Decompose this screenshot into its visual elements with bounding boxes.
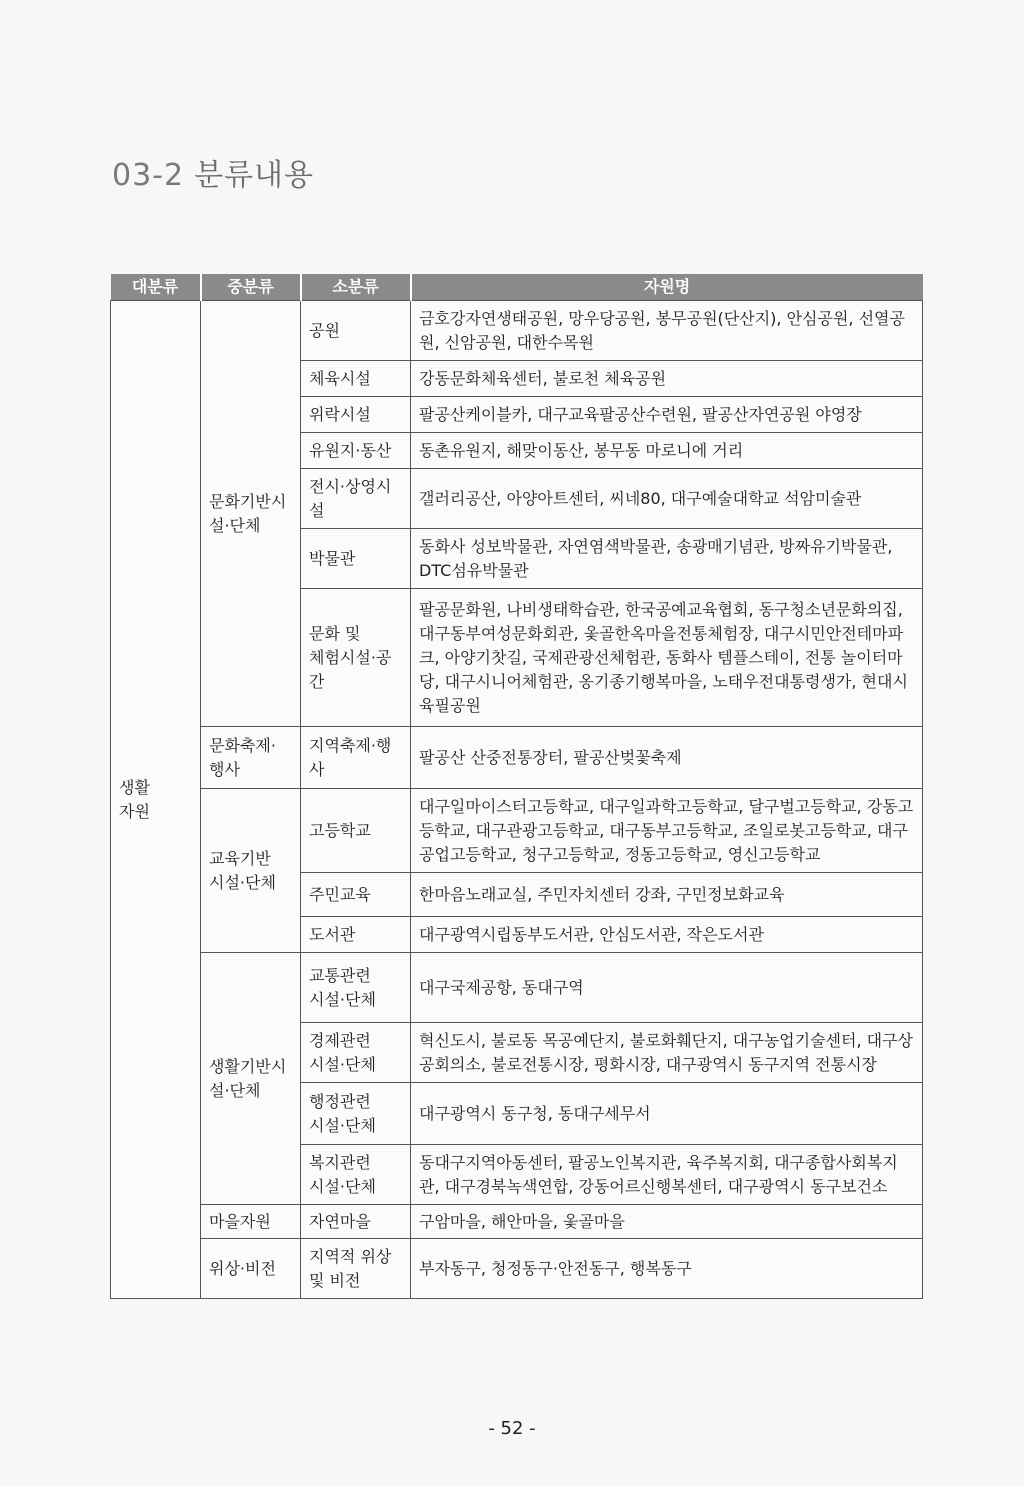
minor-category-cell: 지역적 위상 및 비전: [301, 1239, 411, 1299]
minor-category-cell: 전시·상영시 설: [301, 469, 411, 529]
header-minor: 소분류: [301, 274, 411, 301]
minor-category-cell: 위락시설: [301, 397, 411, 433]
middle-category-cell: 문화축제· 행사: [201, 727, 301, 789]
middle-category-cell: 문화기반시 설·단체: [201, 301, 301, 727]
table-header-row: [111, 274, 923, 301]
resource-cell: 대구일마이스터고등학교, 대구일과학고등학교, 달구벌고등학교, 강동고등학교, 대구관광고등학교, 대구동부고등학교, 조일로봇고등학교, 대구공업고등학교, 청구고등학교, 정동고등학교, 영신고등학교: [411, 789, 923, 873]
minor-category-cell: 경제관련 시설·단체: [301, 1023, 411, 1083]
resource-cell: 금호강자연생태공원, 망우당공원, 봉무공원(단산지), 안심공원, 선열공원, 신암공원, 대한수목원: [411, 301, 923, 361]
minor-category-cell: 고등학교: [301, 789, 411, 873]
resource-cell: 동촌유원지, 해맞이동산, 봉무동 마로니에 거리: [411, 433, 923, 469]
middle-category-cell: 위상·비전: [201, 1239, 301, 1299]
minor-category-cell: 박물관: [301, 529, 411, 589]
minor-category-cell: 복지관련 시설·단체: [301, 1145, 411, 1205]
table-row: [111, 953, 923, 1023]
table-row: [111, 301, 923, 361]
minor-category-cell: 주민교육: [301, 873, 411, 917]
resource-cell: 혁신도시, 불로동 목공예단지, 불로화훼단지, 대구농업기술센터, 대구상공회의소, 불로전통시장, 평화시장, 대구광역시 동구지역 전통시장: [411, 1023, 923, 1083]
header-middle: 중분류: [201, 274, 301, 301]
resource-cell: 팔공산 산중전통장터, 팔공산벚꽃축제: [411, 727, 923, 789]
middle-category-cell: 생활기반시 설·단체: [201, 953, 301, 1205]
page-number: - 52 -: [488, 1418, 536, 1439]
middle-category-cell: 교육기반 시설·단체: [201, 789, 301, 953]
header-major: 대분류: [111, 274, 201, 301]
section-title: [112, 150, 314, 194]
resource-cell: 동화사 성보박물관, 자연염색박물관, 송광매기념관, 방짜유기박물관, DTC섬유박물관: [411, 529, 923, 589]
resource-cell: 강동문화체육센터, 불로천 체육공원: [411, 361, 923, 397]
resource-cell: 갤러리공산, 아양아트센터, 씨네80, 대구예술대학교 석암미술관: [411, 469, 923, 529]
section-number: 03-2: [112, 158, 185, 193]
resource-cell: 대구광역시 동구청, 동대구세무서: [411, 1083, 923, 1145]
resource-cell: 한마음노래교실, 주민자치센터 강좌, 구민정보화교육: [411, 873, 923, 917]
header-resource: 자원명: [411, 274, 923, 301]
classification-table: [110, 274, 923, 1299]
resource-cell: 팔공산케이블카, 대구교육팔공산수련원, 팔공산자연공원 야영장: [411, 397, 923, 433]
minor-category-cell: 유원지·동산: [301, 433, 411, 469]
table-row: [111, 789, 923, 873]
resource-cell: 대구광역시립동부도서관, 안심도서관, 작은도서관: [411, 917, 923, 953]
minor-category-cell: 공원: [301, 301, 411, 361]
minor-category-cell: 문화 및 체험시설·공 간: [301, 589, 411, 727]
minor-category-cell: 행정관련 시설·단체: [301, 1083, 411, 1145]
section-title-text: 분류내용: [194, 158, 315, 193]
resource-cell: 동대구지역아동센터, 팔공노인복지관, 육주복지회, 대구종합사회복지관, 대구경북녹색연합, 강동어르신행복센터, 대구광역시 동구보건소: [411, 1145, 923, 1205]
minor-category-cell: 지역축제·행 사: [301, 727, 411, 789]
minor-category-cell: 체육시설: [301, 361, 411, 397]
table-row: [111, 1239, 923, 1299]
table-row: [111, 727, 923, 789]
table-row: [111, 1205, 923, 1239]
middle-category-cell: 마을자원: [201, 1205, 301, 1239]
minor-category-cell: 도서관: [301, 917, 411, 953]
resource-cell: 대구국제공항, 동대구역: [411, 953, 923, 1023]
resource-cell: 팔공문화원, 나비생태학습관, 한국공예교육협회, 동구청소년문화의집, 대구동부여성문화회관, 옻골한옥마을전통체험장, 대구시민안전테마파크, 아양기찻길, 국제관광선체험관, 동화사 템플스테이, 전통 놀이터마당, 대구시니어체험관, 옹기종기행복마을, 노태우전대통령생가, 현대시 육필공원: [411, 589, 923, 727]
major-category-cell: 생활 자원: [111, 301, 201, 1299]
minor-category-cell: 교통관련 시설·단체: [301, 953, 411, 1023]
minor-category-cell: 자연마을: [301, 1205, 411, 1239]
resource-cell: 부자동구, 청정동구·안전동구, 행복동구: [411, 1239, 923, 1299]
resource-cell: 구암마을, 해안마을, 옻골마을: [411, 1205, 923, 1239]
